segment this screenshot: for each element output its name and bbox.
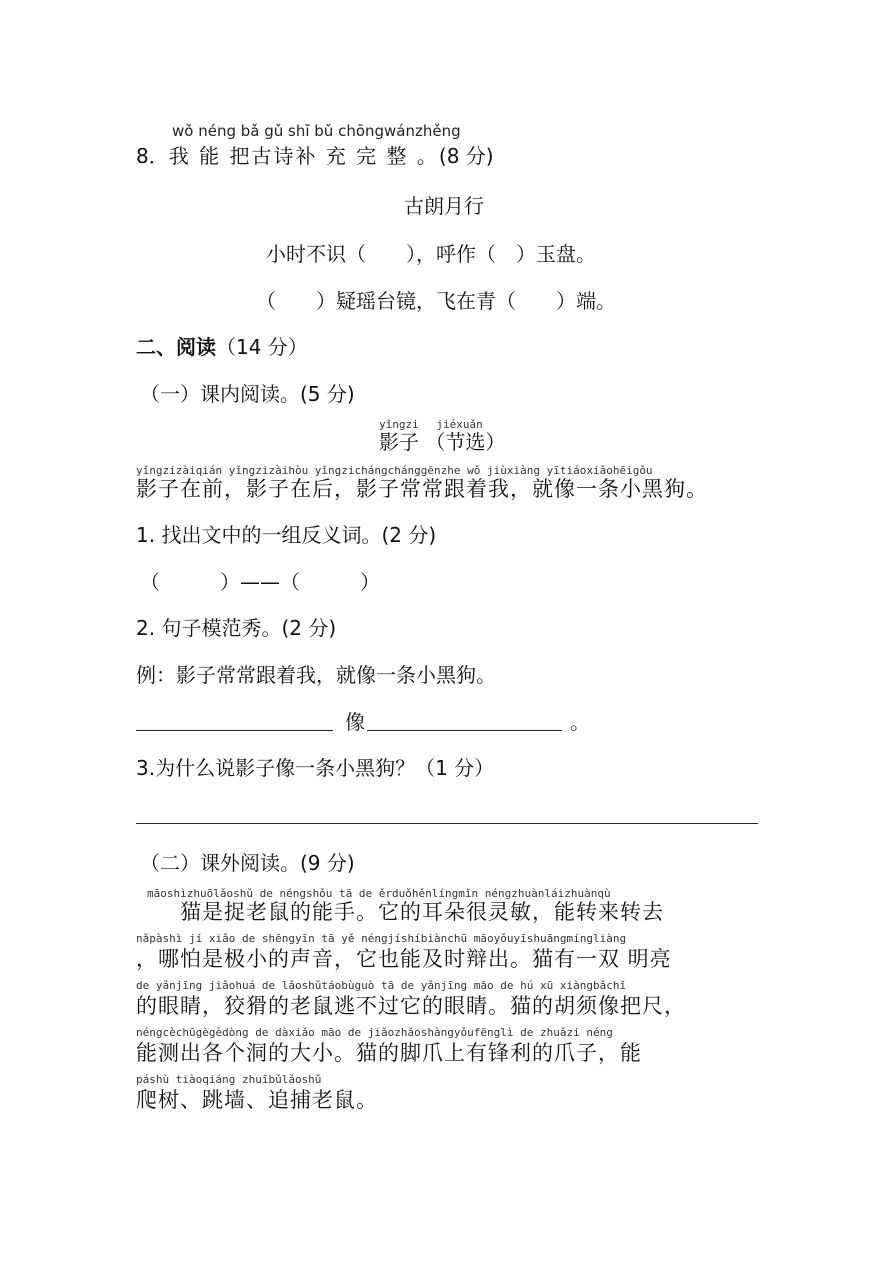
q8-pinyin: wǒ néng bǎ gǔ shī bǔ chōngwánzhěng	[172, 122, 461, 140]
q3-prompt: 3.为什么说影子像一条小黑狗？（1 分）	[136, 756, 495, 780]
part2-line-3: 的眼睛，狡猾的老鼠逃不过它的眼睛。猫的胡须像把尺，	[136, 994, 686, 1018]
q8-score: (8 分)	[438, 144, 494, 168]
part2-line-5: 爬树、跳墙、追捕老鼠。	[136, 1088, 378, 1112]
q8-number: 8．	[136, 144, 169, 168]
part2-pinyin-4: néngcèchūgègèdòng de dàxiǎo māo de jiǎozhǎoshàngyǒufēnglì de zhuǎzi néng	[136, 1026, 613, 1039]
q3-answer-line[interactable]	[136, 823, 758, 824]
part2-line-4: 能测出各个洞的大小。猫的脚爪上有锋利的爪子，能	[136, 1041, 642, 1065]
q2-blank-line-2[interactable]	[367, 730, 562, 731]
poem-line-2: （ ）疑瑶台镜，飞在青（ ）端。	[256, 289, 616, 313]
part2-pinyin-1: māoshìzhuōlǎoshǔ de néngshǒu tā de ěrduǒhěnlíngmǐn néngzhuànláizhuànqù	[136, 887, 611, 900]
q2-period: 。	[570, 710, 590, 734]
part2-heading: （二）课外阅读。(9 分)	[140, 851, 355, 875]
part2-pinyin-2: nǎpàshì jí xiǎo de shēngyīn tā yě néngjíshíbiànchū māoyǒuyīshuāngmíngliàng	[136, 932, 627, 945]
q2-example: 例：影子常常跟着我，就像一条小黑狗。	[136, 663, 496, 687]
part2-pinyin-5: páshù tiàoqiáng zhuībǔlǎoshǔ	[136, 1073, 322, 1086]
section-2-title: 二、阅读	[136, 335, 216, 359]
q8-question	[136, 140, 494, 169]
q2-blank-line-1[interactable]	[136, 730, 333, 731]
section-2-score: （14 分）	[216, 335, 308, 359]
part1-title: 影子 （节选）	[379, 430, 506, 454]
section-2-heading	[136, 331, 308, 360]
part2-line-2: ，哪怕是极小的声音，它也能及时辩出。猫有一双 明亮	[136, 947, 672, 971]
part2-pinyin-3: de yǎnjīng jiǎohuá de lǎoshǔtáobùguò tā de yǎnjīng māo de hú xū xiàngbǎchǐ	[136, 979, 627, 992]
part2-line-1: 猫是捉老鼠的能手。它的耳朵很灵敏，能转来转去	[136, 900, 664, 924]
part1-heading: （一）课内阅读。(5 分)	[140, 382, 355, 406]
q2-like-word: 像	[345, 710, 365, 734]
q1-answer-blank[interactable]: （ ）——（ ）	[140, 570, 380, 594]
q2-prompt: 2. 句子模范秀。(2 分)	[136, 616, 337, 640]
part1-text-pinyin: yǐngzizàiqián yǐngzizàihòu yǐngzichángchánggēnzhe wǒ jiùxiàng yītiáoxiǎohēigǒu	[136, 464, 653, 477]
part1-text: 影子在前，影子在后，影子常常跟着我，就像一条小黑狗。	[136, 477, 708, 501]
poem-line-1: 小时不识（ ），呼作（ ）玉盘。	[266, 242, 596, 266]
poem-title: 古朗月行	[404, 194, 484, 218]
q1-prompt: 1. 找出文中的一组反义词。(2 分)	[136, 523, 437, 547]
q8-text: 我 能 把古诗补 充 完 整 。	[168, 144, 439, 168]
part1-title-pinyin: yǐngzi jiéxuǎn	[379, 418, 483, 431]
